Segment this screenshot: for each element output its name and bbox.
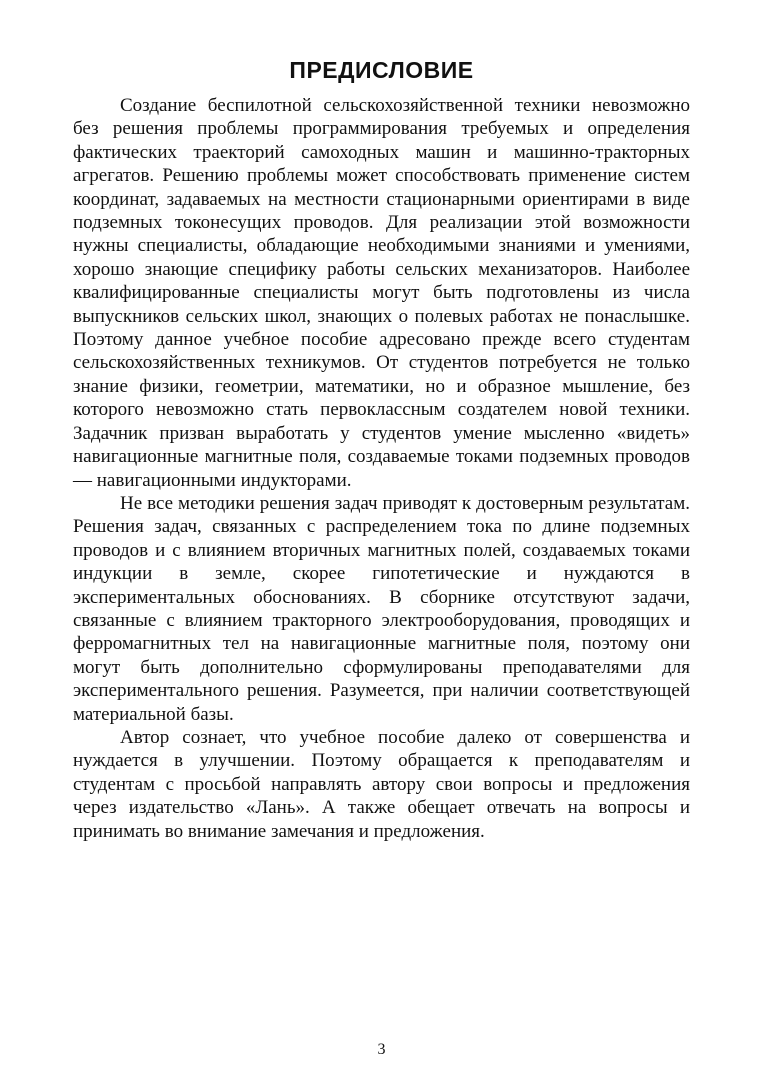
page-title: ПРЕДИСЛОВИЕ [289,57,474,83]
page-number: 3 [377,1041,386,1058]
paragraph-1: Создание беспилотной сельскохозяйственной техники невозможно без решения проблемы программирования требуемых и определения фактических траекторий самоходных машин и машинно-тракторных агрегатов. Решению проблемы может способствовать применение систем координат, задаваемых на местности стационарными ориентирами в виде подземных токонесущих проводов. Для реализации этой возможности нужны специалисты, обладающие необходимыми знаниями и умениями, хорошо знающие специфику работы сельских механизаторов. Наиболее квалифицированные специалисты могут быть подготовлены из числа выпускников сельских школ, знающих о полевых работах не понаслышке. Поэтому данное учебное пособие адресовано прежде всего студентам сельскохозяйственных техникумов. От студентов потребуется не только знание физики, геометрии, математики, но и образное мышление, без которого невозможно стать первоклассным создателем новой техники. Задачник призван выработать у студентов умение мысленно «видеть» навигационные магнитные поля, создаваемые токами подземных проводов — навигационными индукторами. [73,95,690,491]
paragraph-2: Не все методики решения задач приводят к достоверным результатам. Решения задач, связанных с распределением тока по длине подземных проводов и с влиянием вторичных магнитных полей, создаваемых токами индукции в земле, скорее гипотетические и нуждаются в экспериментальных обоснованиях. В сборнике отсутствуют задачи, связанные с влиянием тракторного электрооборудования, проводящих и ферромагнитных тел на навигационные магнитные поля, поэтому они могут быть дополнительно сформулированы преподавателями для экспериментального решения. Разумеется, при наличии соответствующей материальной базы. [73,492,690,725]
paragraph-3: Автор сознает, что учебное пособие далеко от совершенства и нуждается в улучшении. Поэтому обращается к преподавателям и студентам с просьбой направлять автору свои вопросы и предложения через издательство «Лань». А также обещает отвечать на вопросы и принимать во внимание замечания и предложения. [73,726,690,842]
preface-body [73,94,690,843]
